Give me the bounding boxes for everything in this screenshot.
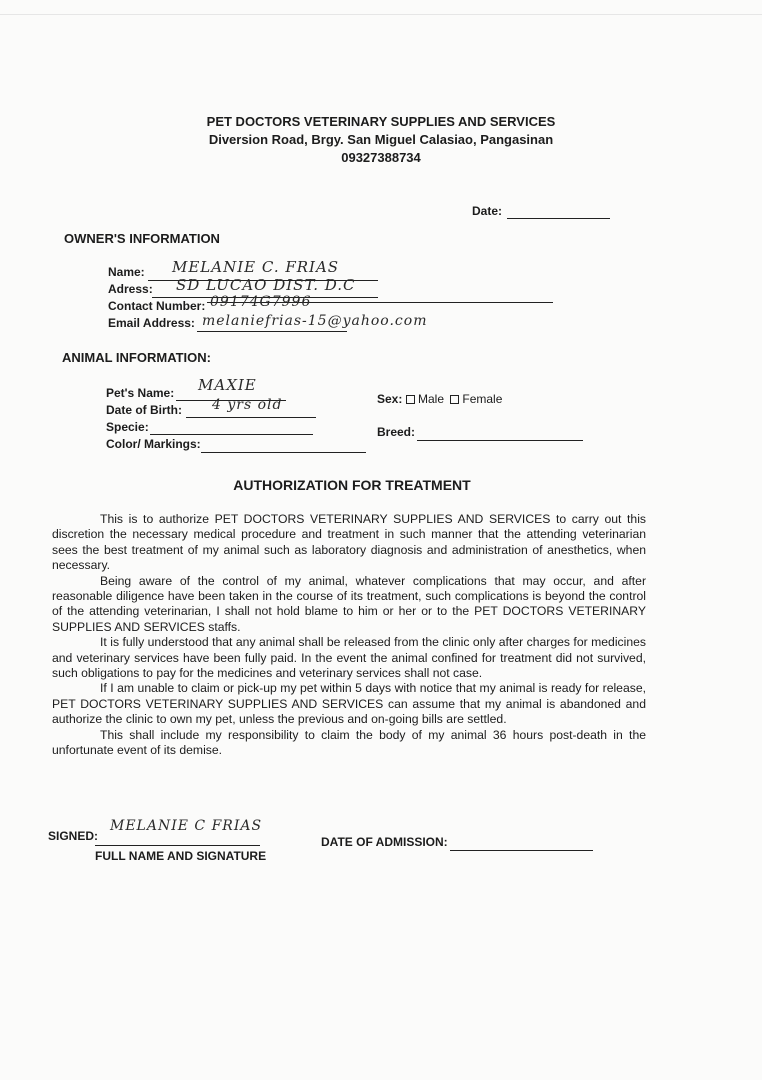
signed-label: SIGNED: [48,829,99,843]
owner-address-label: Adress: [108,282,153,296]
owner-name-value[interactable]: MELANIE C. FRIAS [172,258,340,276]
animal-section-title: ANIMAL INFORMATION: [62,350,211,365]
authorization-title: AUTHORIZATION FOR TREATMENT [233,477,471,493]
dob-line [186,417,316,418]
company-name: PET DOCTORS VETERINARY SUPPLIES AND SERVICES [206,114,556,129]
pet-name-label: Pet's Name: [106,386,175,400]
scan-edge [0,0,762,15]
breed-field[interactable] [417,440,583,441]
owner-address-value[interactable]: SD LUCAO DIST. D.C [176,276,356,294]
owner-name-label: Name: [108,265,145,279]
email-line [197,331,347,332]
dob-label: Date of Birth: [106,403,182,417]
paragraph-4: If I am unable to claim or pick-up my pet within 5 days with notice that my animal is ready for release, PET DOCTORS VETERINARY SUPPLIES AND SERVICES can assume that my animal is abandoned and authorize the clinic to own my pet, unless the previous and on-going bills are settled. [52,681,646,727]
company-address: Diversion Road, Brgy. San Miguel Calasiao, Pangasinan [208,132,554,147]
male-checkbox[interactable] [406,395,415,404]
sex-label: Sex: [377,392,403,406]
sex-options [406,392,502,406]
pet-name-value[interactable]: MAXIE [198,376,257,394]
owner-section-title: OWNER'S INFORMATION [64,231,220,246]
color-markings-field[interactable] [201,452,366,453]
dob-value[interactable]: 4 yrs old [212,397,283,413]
paragraph-3: It is fully understood that any animal shall be released from the clinic only after charges for medicines and veterinary services have been fully paid. In the event the animal confined for treatment did not survived, such obligations to pay for the medicines and veterinary services shall not case. [52,635,646,681]
male-option-label: Male [418,392,445,406]
signature-value[interactable]: MELANIE C FRIAS [110,818,263,834]
paragraph-5: This shall include my responsibility to claim the body of my animal 36 hours post-death in the unfortunate event of its demise. [52,727,646,758]
date-of-admission-label: DATE OF ADMISSION: [321,835,448,849]
authorization-body [52,512,646,759]
paragraph-1: This is to authorize PET DOCTORS VETERINARY SUPPLIES AND SERVICES to carry out this discretion the necessary medical procedure and treatment in such manner that the attending veterinarian sees the best treatment of my animal such as laboratory diagnosis and administration of anesthetics, when necessary. [52,512,646,573]
contact-number-value[interactable]: 09174G7996 [210,294,312,310]
email-value[interactable]: melaniefrias-15@yahoo.com [202,313,428,329]
specie-field[interactable] [150,434,313,435]
signature-line [95,845,260,846]
contact-number-label: Contact Number: [108,299,206,313]
female-option-label: Female [462,392,503,406]
email-label: Email Address: [108,316,195,330]
company-phone: 09327388734 [341,150,421,165]
date-of-admission-field[interactable] [450,850,593,851]
date-label: Date: [472,204,503,218]
breed-label: Breed: [377,425,416,439]
date-field[interactable] [507,218,610,219]
paragraph-2: Being aware of the control of my animal, whatever complications that may occur, and after reasonable diligence have been taken in the course of its treatment, such complications is beyond the control of the attending veterinarian, I shall not hold blame to him or her or to the PET DOCTORS VETERINARY SUPPLIES AND SERVICES staffs. [52,573,646,634]
female-checkbox[interactable] [450,395,459,404]
specie-label: Specie: [106,420,149,434]
signature-caption: FULL NAME AND SIGNATURE [95,849,267,863]
color-markings-label: Color/ Markings: [106,437,201,451]
